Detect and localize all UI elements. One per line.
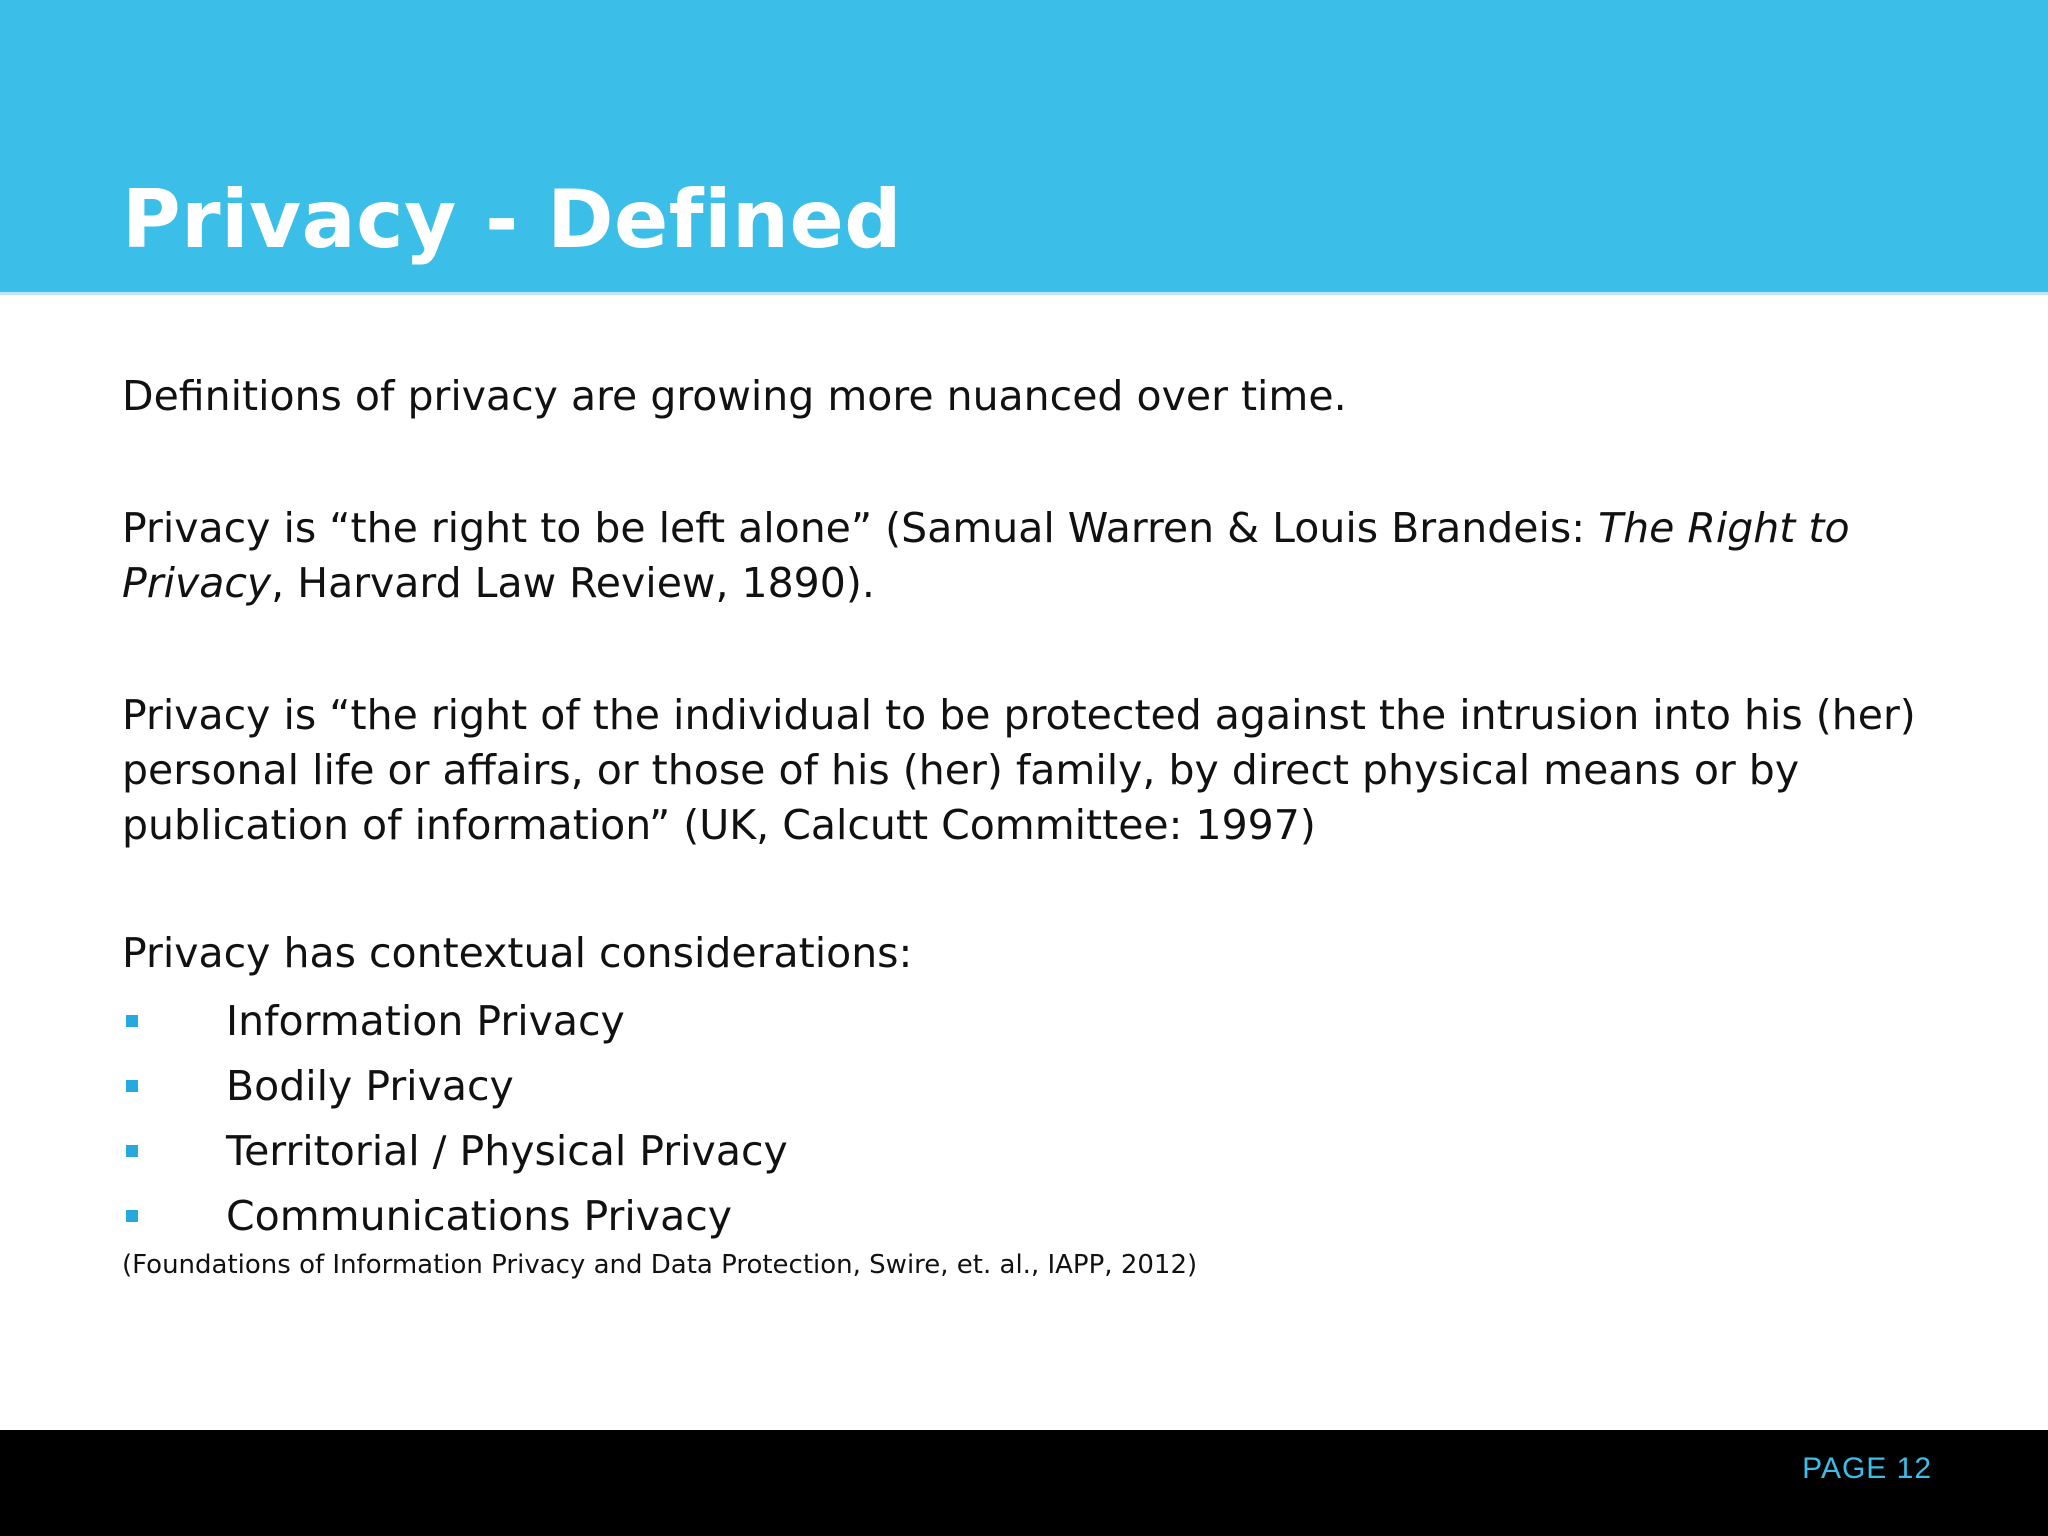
list-item-label: Territorial / Physical Privacy	[226, 1126, 788, 1175]
list-item	[122, 1183, 788, 1248]
header-divider	[0, 292, 2048, 295]
considerations-list	[122, 988, 788, 1248]
footer-band	[0, 1430, 2048, 1536]
list-item-label: Communications Privacy	[226, 1191, 732, 1240]
list-item-label: Bodily Privacy	[226, 1061, 514, 1110]
considerations-heading: Privacy has contextual considerations:	[122, 929, 913, 977]
list-item	[122, 988, 788, 1053]
list-item-label: Information Privacy	[226, 996, 625, 1045]
list-item	[122, 1118, 788, 1183]
book-title: The Right to Privacy	[122, 504, 1850, 607]
square-bullet-icon	[126, 1080, 138, 1092]
page-number: PAGE 12	[1802, 1452, 1932, 1485]
slide-title: Privacy - Defined	[122, 173, 902, 266]
intro-paragraph: Definitions of privacy are growing more nuanced over time.	[122, 372, 1347, 420]
square-bullet-icon	[126, 1015, 138, 1027]
definition-calcutt: Privacy is “the right of the individual to be protected against the intrusion into his (her) personal life or affairs, or those of his (her) family, by direct physical means or by publication of information” (UK, Calcutt Committee: 1997)	[122, 691, 1916, 849]
source-citation: (Foundations of Information Privacy and Data Protection, Swire, et. al., IAPP, 2012)	[122, 1250, 1198, 1280]
list-item	[122, 1053, 788, 1118]
definition-1-prefix: Privacy is “the right to be left alone” (Samual Warren & Louis Brandeis:	[122, 504, 1599, 552]
definition-warren-brandeis	[122, 501, 1942, 611]
square-bullet-icon	[126, 1145, 138, 1157]
square-bullet-icon	[126, 1210, 138, 1222]
definition-1-suffix: , Harvard Law Review, 1890).	[271, 559, 875, 607]
